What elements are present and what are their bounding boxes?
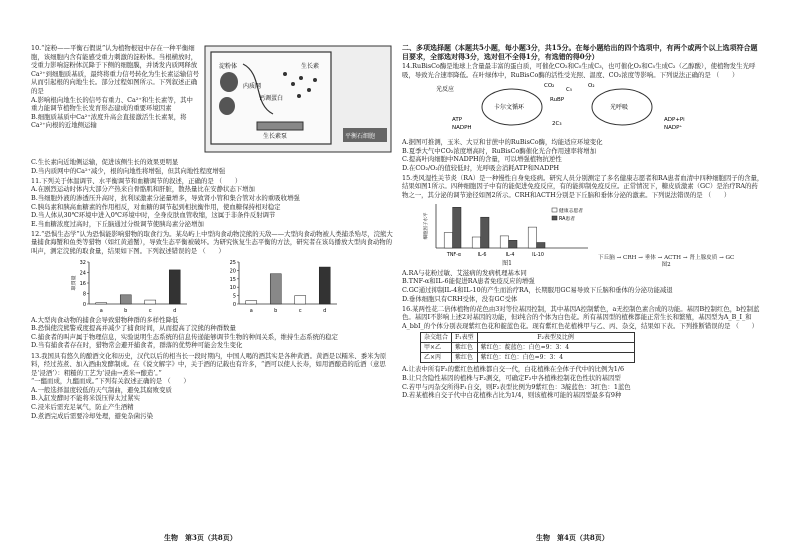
bar (270, 273, 281, 303)
table-cell: 紫红色 (452, 353, 478, 363)
bar (472, 237, 480, 248)
q14-figure (432, 79, 732, 135)
right-column (402, 44, 764, 401)
q10-fig-label-6: 平衡石细胞 (345, 133, 376, 140)
q16-option-d: D.若某植株自交子代中白花植株占比为1/4，则该植株可能的基因型最多有9种 (402, 391, 622, 400)
q16-option-a: A.让表中所有F₂的紫红色植株都自交一代，白花植株在全体子代中的比例为1/6 (402, 365, 625, 374)
bar (509, 240, 517, 248)
section-2-title: 二、多项选择题（本题共5小题，每小题3分，共15分。在每小题给出的四个选项中，有两个或两个以上选项符合题目要求，全部选对得3分，选对但不全得1分，有选错的得0分） (402, 43, 758, 61)
x-tick-label: a (99, 307, 103, 314)
q14-fig-label-calvin: 卡尔文循环 (494, 104, 525, 112)
q14-fig-label-atp: ATP (452, 117, 463, 124)
q16-table-header: F₂表型及比例 (477, 333, 634, 343)
q12-chart-2 (221, 258, 341, 314)
q12-chart-1 (71, 258, 191, 314)
q12-option-d: D.当有捕食者存在时，猎物常会避开捕食者，群落的优势种可能会发生变化 (31, 341, 243, 350)
legend-label: RA患者 (559, 216, 576, 222)
q14-fig-label-photorespiration: 光呼吸 (610, 104, 629, 112)
y-tick-label: 32 (79, 259, 86, 266)
q10-figure (203, 44, 393, 154)
q14-option-b: B.夏季大气中CO₂浓度增高时，RuBisCo酶催化光合作用速率将增加 (402, 146, 597, 155)
q15-option-d: D.垂体细胞只有CRH受体，没有GC受体 (402, 294, 518, 303)
bar (481, 217, 489, 248)
q14-fig-label-nadph: NADPH (452, 125, 472, 132)
q14-fig-label-co2: CO₂ (544, 83, 555, 90)
x-tick-label: b (274, 307, 278, 314)
q14-stem: 14.RuBisCo酶是地球上含量最丰富的蛋白质，可催化CO₂和C₅生成C₃，也可催化O₂和C₅生成C₂（乙醇酸），使植物发生光呼吸，导致光合速率降低。在叶绿体中，RuBisCo酶的活性受光照、温度、CO₂浓度等影响。下列说法正确的是 (402, 62, 756, 79)
q16-table (420, 332, 635, 363)
y-axis-label: 取食量 (71, 275, 77, 291)
q10-fig-label-5: 生长素泵 (263, 133, 288, 140)
y-tick-label: 20 (229, 268, 236, 275)
table-cell: 紫红色：靛蓝色：白色=9：3：4 (477, 343, 634, 353)
q14-option-c: C.提高叶肉细胞中NADPH的含量，可以增强植物抗逆性 (402, 155, 562, 164)
q13-option-d: D.煮酒完成后需要冷却处理，避免杂菌污染 (31, 411, 153, 420)
q14-fig-label-adp: ADP+Pi (664, 117, 685, 124)
q14-fig-label-o2: O₂ (588, 83, 595, 90)
q10-fig-label-4: 生长素 (301, 63, 320, 70)
y-axis-label: 细胞因子水平 (424, 212, 429, 240)
q13-option-b: B.入缸发酵时不能将米饭压得太过紧实 (31, 394, 140, 403)
q10-option-d: D.当内质网中的Ca²⁺减少，根的向地性将增强，但其向地性程度增强 (31, 166, 226, 175)
q11-option-b: B.当细胞外液的渗透压升高时，抗利尿激素分泌量增多，导致肾小管和集合管对水的重吸收增强 (31, 193, 300, 202)
q15-fig2-label-1: 下丘脑 (598, 254, 615, 261)
q14-paren: （ ） (712, 70, 739, 79)
bar (246, 300, 257, 303)
q10-stem: 10.“淀粉——平衡石假说”认为植物根冠中存在一种平衡细胞，该细胞内含有能感受重力刺激的淀粉体。当根横放时，受重力影响淀粉体沉降于下侧的细胞膜，并诱发内质网释放Ca²⁺到细胞质基质，最终将重力信号转化为生长素运输信号从而引起根的向地生长。部分过程如图所示。下列叙述正确的是 (31, 44, 200, 95)
q14-fig-label-c5: C₅ (566, 87, 573, 94)
x-tick-label: c (298, 307, 302, 314)
question-16 (402, 305, 764, 400)
question-14 (402, 62, 764, 172)
question-10-cont (31, 158, 393, 175)
q11-stem: 11.下列关于体温调节、水平衡调节和血糖调节的叙述，正确的是 (31, 176, 214, 185)
q16-paren: （ ） (732, 321, 759, 330)
q15-option-a: A.RA与花粉过敏、艾滋病的发病机理基本同 (402, 268, 527, 277)
question-12 (31, 230, 393, 350)
bar (537, 242, 545, 248)
q14-option-a: A.据图可推测，玉米、大豆和甘蔗中的RuBisCo酶，均能适应环境变化 (402, 137, 603, 146)
question-11 (31, 177, 393, 229)
legend-swatch (552, 216, 557, 220)
q11-paren: （ ） (215, 176, 242, 185)
bar (319, 267, 330, 304)
q12-option-a: A.大型肉食动物的捕食会导致猎物种群的多样性降低 (31, 315, 179, 324)
x-tick-label: TNF-α (446, 252, 462, 258)
q11-option-c: C.胰岛素和胰高血糖素的作用相反，对血糖的调节起到相抗衡作用，使血糖保持相对稳定 (31, 202, 281, 211)
question-15 (402, 174, 764, 303)
q16-table-header: F₁表型 (452, 333, 478, 343)
q16-option-c: C.若甲与丙杂交所得F₁自交，则F₂表型比例为9紫红色：3靛蓝色：3红色：1蓝色 (402, 382, 631, 391)
q15-chart (422, 200, 592, 258)
q14-fig-label-nadp: NADP⁺ (664, 125, 683, 132)
y-tick-label: 24 (79, 270, 86, 277)
q15-paren: （ ） (704, 191, 731, 200)
q15-stem: 15.类风湿性关节炎（RA）是一种慢性自身免疫病。研究人员分别测定了多名健康志愿者和RA患者血清中四种细胞因子的含量，结果如图1所示。四种细胞因子中有的能促进免疫反应，有的能抑制免疫反应。正常情况下，糖皮质激素（GC）是治疗RA的药物之一，其分泌的调节途径如图2所示。CRH和ACTH分别是下丘脑和垂体分泌的激素。下列说法错误的是 (402, 173, 764, 200)
q16-table-header-row (421, 333, 635, 343)
x-tick-label: c (148, 307, 152, 314)
question-13 (31, 352, 393, 421)
q15-fig2-label-3: 垂体 (644, 254, 656, 261)
table-cell: 甲×乙 (421, 343, 452, 353)
legend-swatch (552, 208, 557, 212)
q14-fig-label-rubp: RuBP (550, 97, 565, 104)
q13-stem-2: “一醞而成，九醞而成。”下列有关叙述正确的是 (31, 377, 163, 386)
q10-option-a: A.影响根向地生长的信号有重力、Ca²⁺和生长素等，其中重力能调节植物生长发育形态建成的重要环境因素 (31, 95, 193, 113)
q13-option-c: C.浸米后需充足氧气，防止产生酒精 (31, 403, 134, 412)
q12-option-c: C.捕食者的叫声属于物理信息，实验说明生态系统的信息传递能够调节生物的种间关系，维持生态系统的稳定 (31, 332, 339, 341)
q10-option-b: B.细胞质基质中Ca²⁺浓度升高会直接激活生长素泵，将Ca²⁺向根的近地侧运输 (31, 112, 187, 130)
x-tick-label: d (173, 307, 177, 314)
y-tick-label: 15 (229, 276, 236, 283)
q12-stem: 12.“恐惧生态学”认为恐惧能影响猎物的取食行为。某岛屿上中型肉食动物浣熊的天敌——大型肉食动物被人类捕杀殆尽，浣熊大量捕食海蟹和鱼类等猎物（如红黄道蟹），导致生态平衡被破坏。为研究恢复生态平衡的方法，研究者在该岛播放大型肉食动物的叫声，测定浣熊的取食量，结果如下图。下列叙述错误的是 (31, 229, 393, 256)
q13-paren: （ ） (164, 377, 190, 386)
legend-label: 健康志愿者 (559, 208, 583, 214)
x-tick-label: IL-6 (477, 252, 487, 258)
x-tick-label: d (323, 307, 327, 314)
q14-option-d: D.在CO₂/O₂的值较低时，光呼吸会消耗ATP和NADPH (402, 163, 560, 172)
q14-fig-label-light: 光反应 (436, 86, 455, 94)
y-tick-label: 0 (232, 301, 236, 308)
q16-table-header: 杂交组合 (421, 333, 452, 343)
bar (96, 302, 107, 303)
bar (453, 207, 461, 248)
y-tick-label: 5 (232, 293, 236, 300)
question-10 (31, 44, 393, 157)
q10-fig-label-1: 淀粉体 (219, 63, 238, 70)
q13-stem: 13.我国具有悠久的酿酒文化和历史，汉代以后的相当长一段时期内，中国人喝的酒其实是各种黄酒。黄酒是以糯米、黍米为原料，经过蒸煮、加入酒曲发酵制成。在《说文解字》中，关于酒的记载也有许多，“酒可以使人长寿，如用酒酿造的卮酒（意思是‘浸酒’）：粗糙的工艺为‘浸曲→煮米→酿造’。” (31, 351, 387, 377)
q14-fig-label-c3: 2C₃ (552, 121, 562, 128)
q15-fig2-label-2: CRH (623, 254, 637, 261)
bar (500, 236, 508, 248)
q15-fig2-caption: 图2 (661, 261, 671, 268)
q10-fig-label-3: 钙调蛋白 (259, 95, 284, 102)
q11-option-a: A.在剧烈运动时体内大部分产热来自骨骼肌和肝脏，散热量比在安静状态下增加 (31, 185, 255, 194)
bar (120, 294, 131, 303)
q15-fig2-label-5: 肾上腺皮质 (689, 254, 718, 261)
q12-paren: （ ） (199, 247, 225, 256)
bar (528, 227, 536, 248)
y-tick-label: 25 (229, 259, 236, 266)
footer-left: 生物 第3页（共8页） (164, 533, 237, 542)
x-tick-label: a (249, 307, 253, 314)
footer-right: 生物 第4页（共8页） (536, 533, 609, 542)
q12-option-b: B.恐惧使浣熊警戒度提高并减少了捕食时间，从而提高了浣熊的种群数量 (31, 324, 236, 333)
q15-fig2-label-4: ACTH (664, 254, 682, 261)
left-column (31, 44, 393, 422)
q13-option-a: A.一般选择温度较低的天气制曲，避免其腐败变质 (31, 385, 172, 394)
bar (169, 270, 180, 304)
table-row (421, 343, 635, 353)
bar (444, 232, 452, 247)
table-cell: 紫红色 (452, 343, 478, 353)
y-tick-label: 16 (79, 280, 86, 287)
q16-stem: 16.某两性花二倍体植物的花色由3对等位基因控制，其中基因A控制紫色，a无控制色素合成的功能。基因B控制红色，b控制蓝色。基因I不影响上述2对基因的功能，但i纯合的个体为白色花。所有基因型的植株都能正常生长和繁殖，基因型为A_B_I_和A_bbI_的个体分别表现紫红色花和靛蓝色花。现有紫红色花植株甲与乙、丙、杂交，结果如下表。下列推断错误的是 (402, 304, 760, 330)
x-tick-label: IL-10 (532, 252, 544, 258)
x-tick-label: IL-4 (505, 252, 515, 258)
table-row (421, 353, 635, 363)
q15-fig2: 下丘脑 → CRH → 垂体 → ACTH → 肾上腺皮质 → GC (598, 254, 735, 261)
q15-chart-caption: 图1 (502, 260, 512, 268)
q15-option-b: B.TNF-α和IL-6能促进RA患者免疫反应的增强 (402, 277, 535, 286)
table-cell: 乙×丙 (421, 353, 452, 363)
q10-fig-label-2: 内质网 (243, 83, 262, 90)
table-cell: 紫红色：红色：白色=9：3：4 (477, 353, 634, 363)
q10-option-c: C.生长素向近地侧运输，促进该侧生长的效果更明显 (31, 158, 179, 167)
q11-option-d: D.当人体从30℃环境中进入0℃环境中时，全身皮肤血管收缩，这属于非条件反射调节 (31, 211, 276, 220)
bar (295, 295, 306, 303)
bar (145, 300, 156, 304)
y-tick-label: 0 (82, 301, 86, 308)
q11-option-e: E.当血糖浓度过高时，下丘脑通过分级调节使胰岛素分泌增加 (31, 219, 204, 228)
q15-option-c: C.GC通过抑制IL-4和IL-10的产生而治疗RA，长期服用GC易导致下丘脑和垂体的分泌功能减退 (402, 286, 673, 294)
x-tick-label: b (124, 307, 128, 314)
y-tick-label: 10 (229, 284, 236, 291)
y-tick-label: 8 (82, 291, 86, 298)
q15-fig2-label-6: GC (725, 254, 735, 261)
q16-option-b: B.让只含隐性基因的植株与F₂测交，可确定F₂中各植株控制花色性状的基因型 (402, 374, 621, 383)
